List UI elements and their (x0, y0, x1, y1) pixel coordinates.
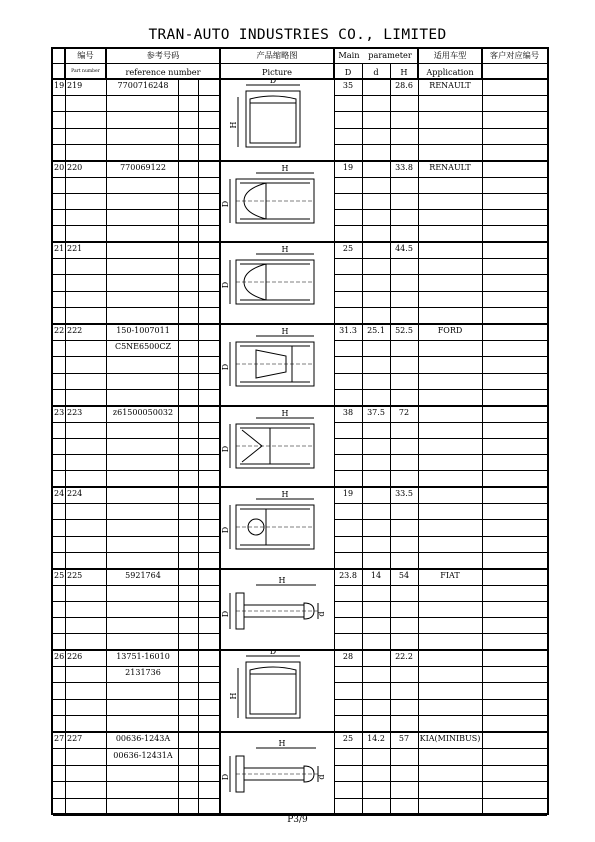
table-rule (53, 503, 220, 504)
table-rule (178, 242, 179, 324)
table-rule (198, 324, 199, 406)
table-rule (334, 128, 547, 129)
dimension-label: D (221, 610, 230, 618)
table-rule (53, 128, 220, 129)
part-drawing (220, 650, 334, 732)
row-D: 28 (342, 652, 354, 661)
part-drawing (220, 487, 334, 569)
dimension-label: H (278, 576, 286, 585)
table-rule (418, 650, 419, 732)
table-rule (178, 569, 179, 650)
table-rule (362, 161, 363, 242)
header-d: d (373, 67, 379, 77)
header-reference-cn: 参考号码 (146, 50, 180, 60)
table-rule (362, 324, 363, 406)
table-rule (482, 487, 483, 569)
table-rule (53, 699, 220, 700)
row-part-number: 223 (67, 408, 83, 417)
table-rule (53, 209, 220, 210)
table-rule (418, 79, 419, 161)
table-rule (106, 569, 107, 650)
table-rule (362, 732, 363, 815)
table-rule (334, 503, 547, 504)
part-drawing (220, 79, 334, 161)
table-rule (334, 389, 547, 390)
dimension-label: H (281, 409, 289, 418)
table-rule (53, 438, 220, 439)
row-part-number: 225 (67, 571, 83, 580)
table-rule (53, 95, 220, 96)
table-rule (198, 732, 199, 815)
header-D: D (344, 67, 352, 77)
row-index: 23 (54, 408, 65, 417)
dimension-label: H (281, 245, 289, 254)
table-rule (334, 470, 547, 471)
table-rule (390, 79, 391, 161)
row-part-number: 220 (67, 163, 83, 172)
row-H: 52.5 (395, 326, 413, 335)
row-H: 33.8 (395, 163, 413, 172)
row-D: 19 (342, 489, 354, 498)
table-rule (65, 569, 66, 650)
table-rule (334, 536, 547, 537)
table-rule (334, 552, 547, 553)
table-rule (53, 585, 220, 586)
table-rule (334, 715, 547, 716)
table-rule (390, 487, 391, 569)
table-rule (198, 650, 199, 732)
row-D: 23.8 (339, 571, 357, 580)
table-rule (53, 258, 220, 259)
table-rule (106, 161, 107, 242)
table-rule (178, 324, 179, 406)
table-rule (53, 307, 220, 308)
table-rule (418, 161, 419, 242)
table-rule (418, 569, 419, 650)
table-rule (334, 422, 547, 423)
row-d: 14.2 (367, 734, 385, 743)
header-H: H (400, 67, 408, 77)
table-rule (53, 63, 547, 64)
row-reference-number: C5NE6500CZ (114, 342, 172, 352)
table-rule (334, 798, 547, 799)
header-customer-number-cn: 客户对应编号 (489, 50, 540, 60)
table-rule (106, 242, 107, 324)
row-index: 26 (54, 652, 65, 661)
table-rule (198, 79, 199, 161)
table-rule (362, 569, 363, 650)
row-D: 35 (342, 81, 354, 90)
table-rule (178, 732, 179, 815)
header-main: Main (338, 50, 360, 60)
table-rule (178, 650, 179, 732)
table-rule (178, 487, 179, 569)
table-rule (53, 144, 220, 145)
row-index: 24 (54, 489, 65, 498)
table-rule (53, 715, 220, 716)
table-rule (334, 454, 547, 455)
table-rule (334, 765, 547, 766)
row-H: 22.2 (395, 652, 413, 661)
table-rule (53, 454, 220, 455)
table-rule (53, 111, 220, 112)
table-rule (53, 617, 220, 618)
table-rule (53, 177, 220, 178)
header-picture-en: Picture (261, 67, 293, 77)
table-rule (334, 177, 547, 178)
header-parameter: parameter (368, 50, 412, 60)
table-rule (362, 79, 363, 161)
table-rule (362, 650, 363, 732)
table-rule (418, 242, 419, 324)
dimension-label: D (221, 445, 230, 453)
part-drawing (220, 161, 334, 242)
table-rule (65, 242, 66, 324)
row-application: RENAULT (429, 163, 471, 172)
table-rule (178, 406, 179, 487)
row-H: 44.5 (395, 244, 413, 253)
row-part-number: 222 (67, 326, 83, 335)
table-rule (334, 340, 547, 341)
table-rule (198, 161, 199, 242)
table-rule (482, 732, 483, 815)
table-rule (334, 666, 547, 667)
table-rule (482, 324, 483, 406)
table-rule (334, 748, 547, 749)
table-rule (482, 569, 483, 650)
table-rule (334, 617, 547, 618)
dimension-label: H (278, 739, 286, 748)
table-rule (198, 242, 199, 324)
company-title: TRAN-AUTO INDUSTRIES CO., LIMITED (148, 27, 447, 43)
table-rule (334, 585, 547, 586)
header-reference-en: reference number (125, 67, 201, 77)
dimension-label: d (317, 611, 326, 617)
row-reference-number: 00636-1243A (115, 734, 171, 743)
table-rule (65, 732, 66, 815)
table-rule (65, 406, 66, 487)
header-part-number-cn: 编号 (77, 50, 94, 60)
row-H: 28.6 (395, 81, 413, 90)
part-drawing (220, 569, 334, 650)
table-rule (418, 487, 419, 569)
dimension-label: H (281, 327, 289, 336)
table-rule (106, 650, 107, 732)
header-part-number-en: Part number (71, 69, 100, 74)
table-rule (334, 633, 547, 634)
part-drawing (220, 242, 334, 324)
table-rule (198, 406, 199, 487)
dimension-label: D (221, 281, 230, 289)
row-reference-number: 2131736 (125, 668, 161, 678)
row-index: 19 (54, 81, 65, 90)
table-rule (390, 569, 391, 650)
table-rule (334, 601, 547, 602)
table-rule (334, 209, 547, 210)
table-rule (334, 373, 547, 374)
table-rule (53, 536, 220, 537)
row-H: 72 (398, 408, 410, 417)
table-rule (418, 406, 419, 487)
parts-table (51, 47, 549, 815)
row-D: 25 (342, 734, 354, 743)
header-picture-cn: 产品缩略图 (256, 50, 298, 60)
dimension-label: D (221, 773, 230, 781)
dimension-label: D (221, 200, 230, 208)
dimension-label: H (229, 692, 238, 700)
table-rule (390, 650, 391, 732)
table-rule (334, 438, 547, 439)
table-rule (65, 324, 66, 406)
table-rule (482, 242, 483, 324)
table-rule (362, 242, 363, 324)
table-rule (53, 519, 220, 520)
table-rule (53, 389, 220, 390)
table-rule (334, 291, 547, 292)
row-application: FIAT (440, 571, 460, 580)
table-rule (65, 79, 66, 161)
table-rule (65, 161, 66, 242)
table-rule (106, 406, 107, 487)
table-rule (53, 422, 220, 423)
page-number: P3/9 (287, 815, 308, 825)
row-reference-number: z61500050032 (112, 408, 174, 417)
row-D: 31.3 (339, 326, 357, 335)
part-drawing (220, 406, 334, 487)
dimension-label: H (281, 164, 289, 173)
row-D: 25 (342, 244, 354, 253)
dimension-label: D (269, 79, 277, 85)
header-application-cn: 适用车型 (433, 50, 467, 60)
dimension-label: d (317, 774, 326, 780)
table-rule (65, 487, 66, 569)
table-rule (334, 274, 547, 275)
table-rule (482, 79, 483, 161)
row-index: 25 (54, 571, 65, 580)
table-rule (418, 732, 419, 815)
table-rule (53, 781, 220, 782)
table-rule (418, 324, 419, 406)
row-D: 19 (342, 163, 354, 172)
table-rule (106, 79, 107, 161)
table-rule (53, 291, 220, 292)
header-application-en: Application (426, 67, 474, 77)
table-rule (65, 650, 66, 732)
table-rule (334, 144, 547, 145)
table-rule (334, 356, 547, 357)
table-rule (198, 487, 199, 569)
table-rule (53, 601, 220, 602)
row-index: 20 (54, 163, 65, 172)
table-rule (334, 682, 547, 683)
table-rule (390, 406, 391, 487)
row-index: 22 (54, 326, 65, 335)
row-d: 25.1 (367, 326, 385, 335)
row-reference-number: 770069122 (120, 163, 166, 172)
table-rule (482, 161, 483, 242)
row-reference-number: 00636-12431A (113, 750, 173, 760)
table-rule (53, 798, 220, 799)
table-rule (106, 324, 107, 406)
row-reference-number: 13751-16010 (116, 652, 170, 661)
table-rule (53, 340, 220, 341)
table-rule (53, 274, 220, 275)
table-rule (334, 258, 547, 259)
row-part-number: 224 (67, 489, 83, 498)
table-rule (53, 373, 220, 374)
row-d: 14 (370, 571, 382, 580)
part-drawing (220, 324, 334, 406)
table-rule (482, 406, 483, 487)
dimension-label: H (229, 121, 238, 129)
table-rule (53, 682, 220, 683)
row-part-number: 219 (67, 81, 83, 90)
row-H: 54 (398, 571, 410, 580)
table-rule (482, 650, 483, 732)
dimension-label: D (221, 526, 230, 534)
table-rule (178, 79, 179, 161)
table-rule (53, 193, 220, 194)
table-rule (390, 324, 391, 406)
table-rule (334, 781, 547, 782)
row-index: 27 (54, 734, 65, 743)
part-drawing (220, 732, 334, 815)
table-rule (53, 552, 220, 553)
table-rule (53, 356, 220, 357)
row-H: 57 (398, 734, 410, 743)
row-application: FORD (437, 326, 463, 335)
table-rule (53, 633, 220, 634)
dimension-label: H (281, 490, 289, 499)
table-rule (390, 242, 391, 324)
table-rule (53, 666, 220, 667)
row-part-number: 221 (67, 244, 83, 253)
row-index: 21 (54, 244, 65, 253)
table-rule (334, 307, 547, 308)
table-rule (106, 732, 107, 815)
row-reference-number: 5921764 (125, 571, 161, 580)
row-application: KIA(MINIBUS) (419, 734, 481, 743)
table-rule (53, 765, 220, 766)
dimension-label: D (269, 650, 277, 656)
table-rule (334, 95, 547, 96)
dimension-label: D (221, 363, 230, 371)
row-part-number: 227 (67, 734, 83, 743)
table-rule (334, 699, 547, 700)
row-application: RENAULT (429, 81, 471, 90)
table-rule (362, 406, 363, 487)
table-rule (53, 470, 220, 471)
table-rule (334, 111, 547, 112)
row-part-number: 226 (67, 652, 83, 661)
table-rule (390, 732, 391, 815)
table-rule (334, 519, 547, 520)
row-reference-number: 7700716248 (117, 81, 169, 90)
table-rule (334, 193, 547, 194)
table-rule (334, 225, 547, 226)
table-rule (390, 161, 391, 242)
row-d: 37.5 (367, 408, 385, 417)
row-H: 33.5 (395, 489, 413, 498)
table-rule (362, 487, 363, 569)
table-rule (53, 748, 220, 749)
table-rule (106, 487, 107, 569)
table-rule (178, 161, 179, 242)
row-reference-number: 150-1007011 (116, 326, 170, 335)
table-rule (198, 569, 199, 650)
row-D: 38 (342, 408, 354, 417)
table-rule (53, 225, 220, 226)
